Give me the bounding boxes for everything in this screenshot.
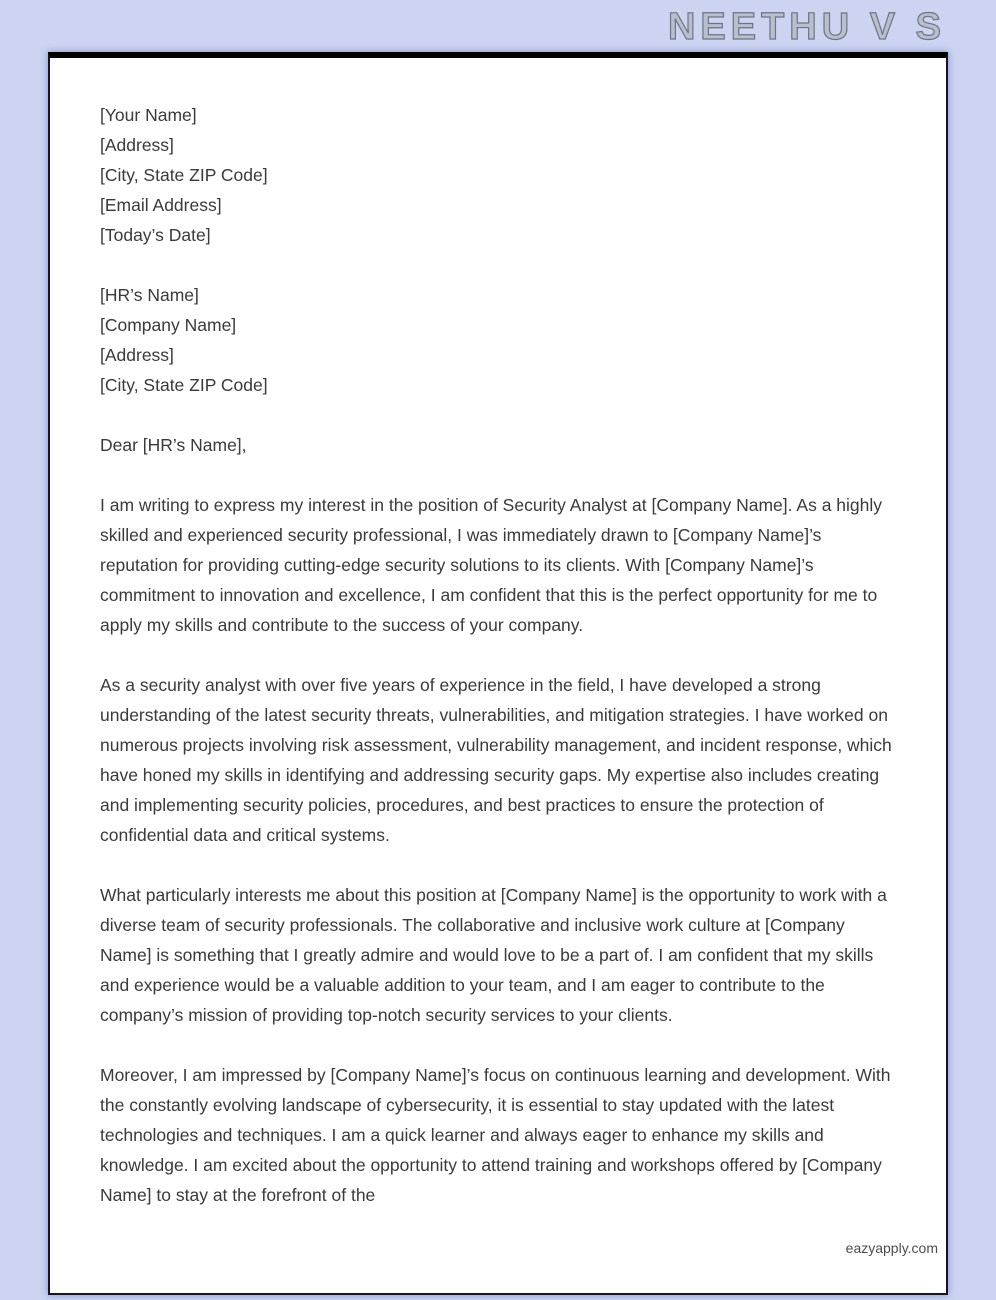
sender-line: [Address] [100,135,174,155]
body-paragraph: What particularly interests me about this position at [Company Name] is the opportunity to work with a diverse team of security professionals. The collaborative and inclusive work culture at [Company Name] is something that I greatly admire and would love to be a part of. I am confident that my skills and experience would be a valuable addition to your team, and I am eager to contribute to the company’s mission of providing top-notch security services to your clients. [100,885,887,1025]
sender-line: [Email Address] [100,195,222,215]
sender-block [100,100,892,250]
recipient-line: [HR’s Name] [100,285,199,305]
recipient-line: [Address] [100,345,174,365]
recipient-line: [Company Name] [100,315,237,335]
body-paragraph: I am writing to express my interest in the position of Security Analyst at [Company Name]. As a highly skilled and experienced security professional, I was immediately drawn to [Company Name]’s reputation for providing cutting-edge security solutions to its clients. With [Company Name]’s commitment to innovation and excellence, I am confident that this is the perfect opportunity for me to apply my skills and contribute to the success of your company. [100,495,883,635]
recipient-block [100,280,892,400]
sender-line: [City, State ZIP Code] [100,165,268,185]
recipient-line: [City, State ZIP Code] [100,375,268,395]
sender-line: [Today’s Date] [100,225,211,245]
body-paragraph: As a security analyst with over five years of experience in the field, I have developed a strong understanding of the latest security threats, vulnerabilities, and mitigation strategies. I have worked on numerous projects involving risk assessment, vulnerability management, and incident response, which have honed my skills in identifying and addressing security gaps. My expertise also includes creating and implementing security policies, procedures, and best practices to ensure the protection of confidential data and critical systems. [100,675,892,845]
body-paragraph: Moreover, I am impressed by [Company Name]’s focus on continuous learning and development. With the constantly evolving landscape of cybersecurity, it is essential to stay updated with the latest technologies and techniques. I am a quick learner and always eager to enhance my skills and knowledge. I am excited about the opportunity to attend training and workshops offered by [Company Name] to stay at the forefront of the [100,1065,891,1205]
author-name: NEETHU V S [667,6,946,48]
sender-line: [Your Name] [100,105,197,125]
watermark: eazyapply.com [845,1240,938,1256]
document-page [48,52,948,1295]
salutation: Dear [HR’s Name], [100,435,247,455]
